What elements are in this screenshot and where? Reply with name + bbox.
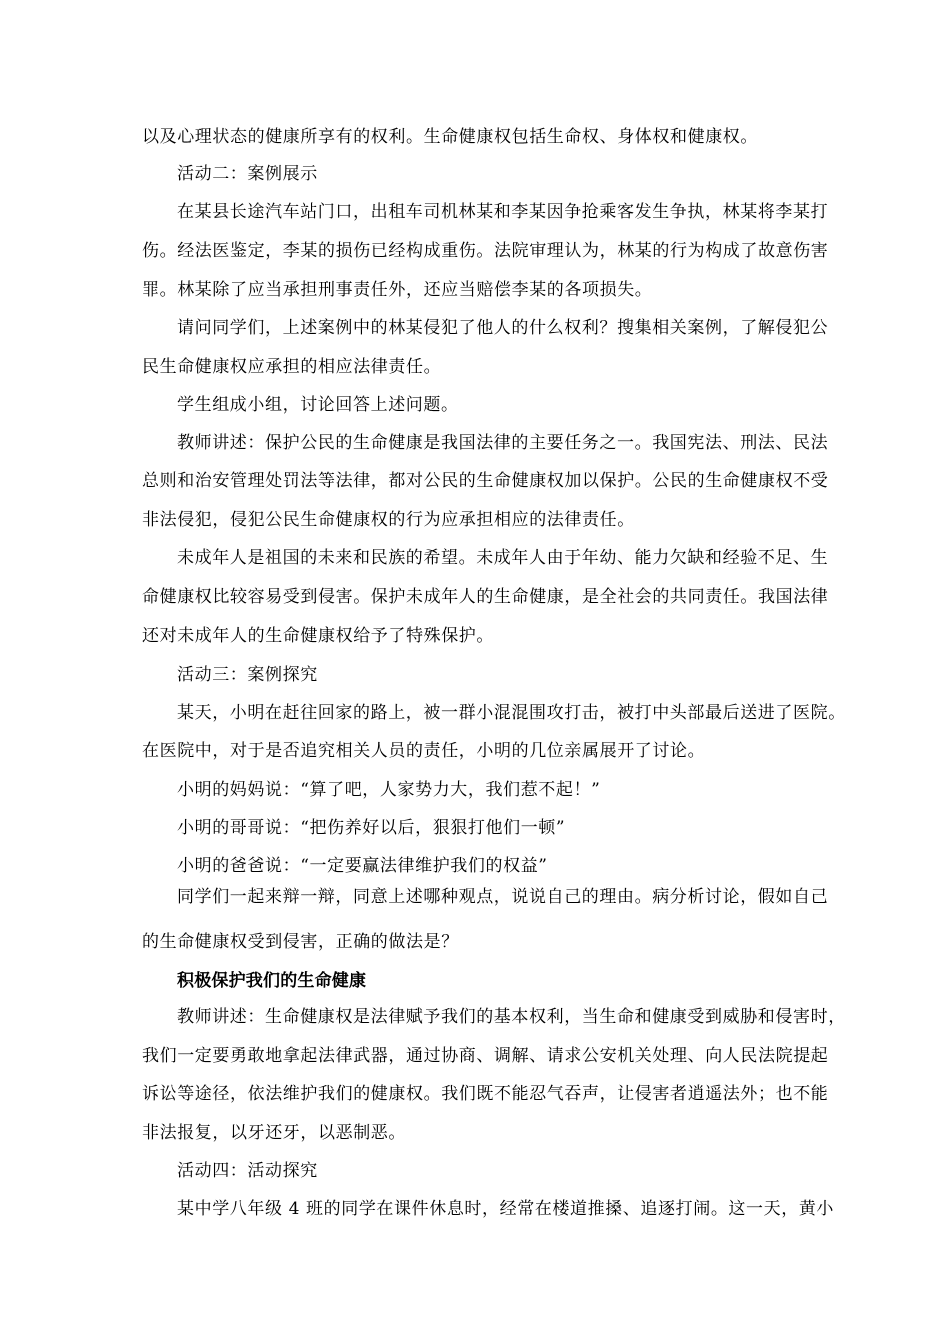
paragraph-line: 民生命健康权应承担的相应法律责任。 xyxy=(142,357,442,377)
paragraph-line: 非法侵犯，侵犯公民生命健康权的行为应承担相应的法律责任。 xyxy=(142,510,635,530)
quote-line: 小明的哥哥说：“把伤养好以后，狠狠打他们一顿” xyxy=(177,818,566,838)
paragraph-line: 罪。林某除了应当承担刑事责任外，还应当赔偿李某的各项损失。 xyxy=(142,280,653,300)
paragraph-line: 学生组成小组，讨论回答上述问题。 xyxy=(177,395,459,415)
paragraph-line: 某中学八年级 4 班的同学在课件休息时，经常在楼道推搡、追逐打闹。这一天，黄小 xyxy=(177,1199,835,1219)
quote-line: 小明的爸爸说：“一定要赢法律维护我们的权益” xyxy=(177,856,548,876)
activity-heading: 活动二：案例展示 xyxy=(177,164,318,184)
paragraph-line: 总则和治安管理处罚法等法律，都对公民的生命健康权加以保护。公民的生命健康权不受 xyxy=(142,471,829,491)
paragraph-line: 伤。经法医鉴定，李某的损伤已经构成重伤。法院审理认为，林某的行为构成了故意伤害 xyxy=(142,241,829,261)
quote-line: 小明的妈妈说：“算了吧，人家势力大，我们惹不起！” xyxy=(177,780,601,800)
paragraph-line: 还对未成年人的生命健康权给予了特殊保护。 xyxy=(142,626,494,646)
paragraph-line: 在某县长途汽车站门口，出租车司机林某和李某因争抢乘客发生争执，林某将李某打 xyxy=(177,202,829,222)
paragraph-line: 未成年人是祖国的未来和民族的希望。未成年人由于年幼、能力欠缺和经验不足、生 xyxy=(177,548,829,568)
paragraph-line: 同学们一起来辩一辩，同意上述哪种观点，说说自己的理由。病分析讨论，假如自己 xyxy=(177,887,829,907)
paragraph-line: 非法报复，以牙还牙，以恶制恶。 xyxy=(142,1123,406,1143)
paragraph-line: 以及心理状态的健康所享有的权利。生命健康权包括生命权、身体权和健康权。 xyxy=(142,127,758,147)
paragraph-line: 教师讲述：保护公民的生命健康是我国法律的主要任务之一。我国宪法、刑法、民法 xyxy=(177,433,829,453)
paragraph-line: 诉讼等途径，依法维护我们的健康权。我们既不能忍气吞声，让侵害者逍遥法外；也不能 xyxy=(142,1084,829,1104)
paragraph-line: 我们一定要勇敢地拿起法律武器，通过协商、调解、请求公安机关处理、向人民法院提起 xyxy=(142,1046,829,1066)
paragraph-line: 在医院中，对于是否追究相关人员的责任，小明的几位亲属展开了讨论。 xyxy=(142,741,706,761)
paragraph-line: 命健康权比较容易受到侵害。保护未成年人的生命健康，是全社会的共同责任。我国法律 xyxy=(142,587,829,607)
paragraph-line: 请问同学们，上述案例中的林某侵犯了他人的什么权利？搜集相关案例，了解侵犯公 xyxy=(177,318,829,338)
section-heading: 积极保护我们的生命健康 xyxy=(177,971,367,991)
paragraph-line: 的生命健康权受到侵害，正确的做法是？ xyxy=(142,932,459,952)
paragraph-line: 教师讲述：生命健康权是法律赋予我们的基本权利，当生命和健康受到威胁和侵害时， xyxy=(177,1007,846,1027)
paragraph-line: 某天，小明在赶往回家的路上，被一群小混混围攻打击，被打中头部最后送进了医院。 xyxy=(177,703,846,723)
activity-heading: 活动三：案例探究 xyxy=(177,665,318,685)
activity-heading: 活动四：活动探究 xyxy=(177,1161,318,1181)
